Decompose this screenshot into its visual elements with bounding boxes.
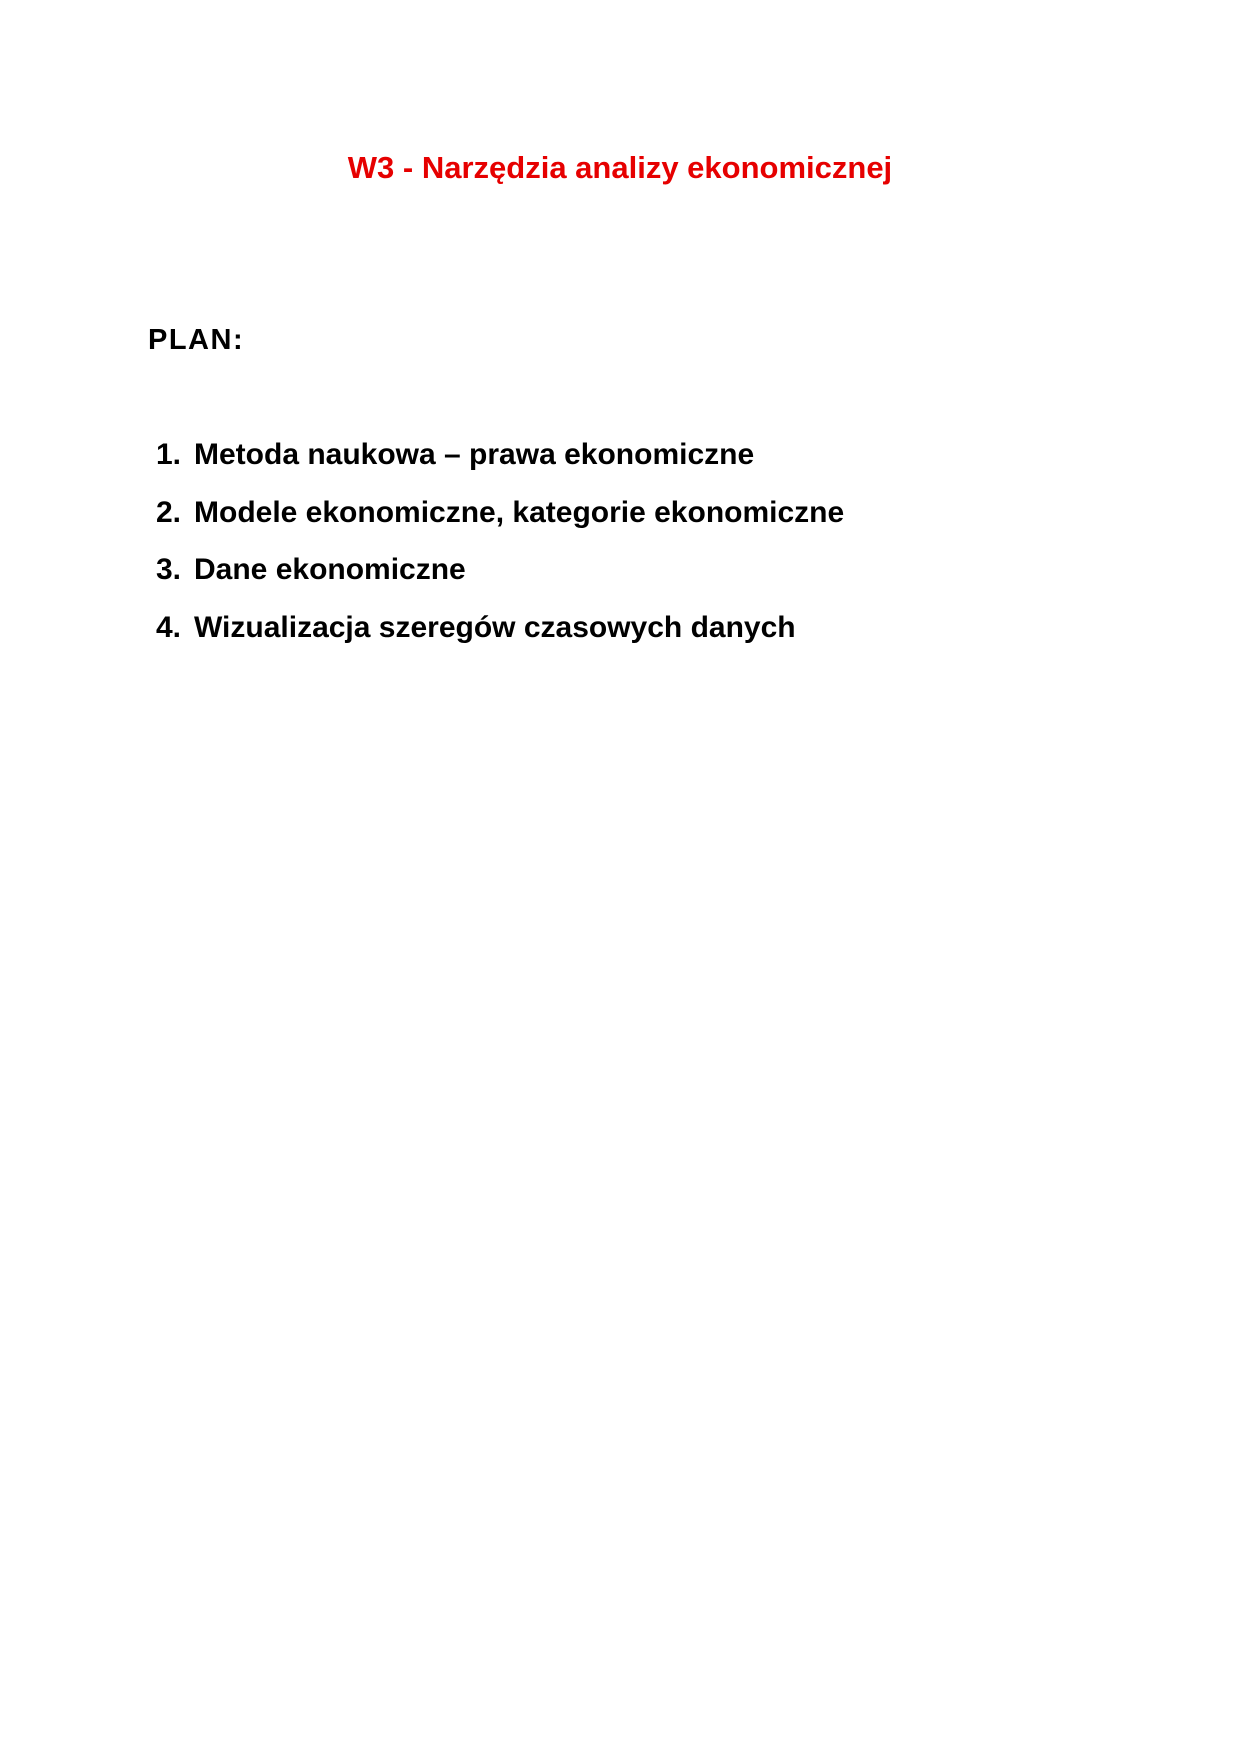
plan-item-text: Modele ekonomiczne, kategorie ekonomiczne xyxy=(194,495,845,529)
plan-item-2 xyxy=(156,493,844,533)
document-title-text: W3 - Narzędzia analizy ekonomicznej xyxy=(347,150,893,185)
plan-heading: PLAN: xyxy=(148,324,245,356)
plan-item-4 xyxy=(156,608,844,648)
plan-item-number: 3. xyxy=(156,553,182,586)
plan-item-text: Metoda naukowa – prawa ekonomiczne xyxy=(194,438,755,471)
plan-list xyxy=(156,435,844,665)
plan-item-1 xyxy=(156,435,844,475)
plan-item-number: 4. xyxy=(156,610,182,644)
document-title xyxy=(0,148,1240,188)
plan-item-text: Wizualizacja szeregów czasowych danych xyxy=(194,610,796,644)
plan-item-text: Dane ekonomiczne xyxy=(194,553,466,586)
plan-item-3 xyxy=(156,550,844,590)
plan-item-number: 2. xyxy=(156,495,182,529)
plan-item-number: 1. xyxy=(156,438,182,471)
